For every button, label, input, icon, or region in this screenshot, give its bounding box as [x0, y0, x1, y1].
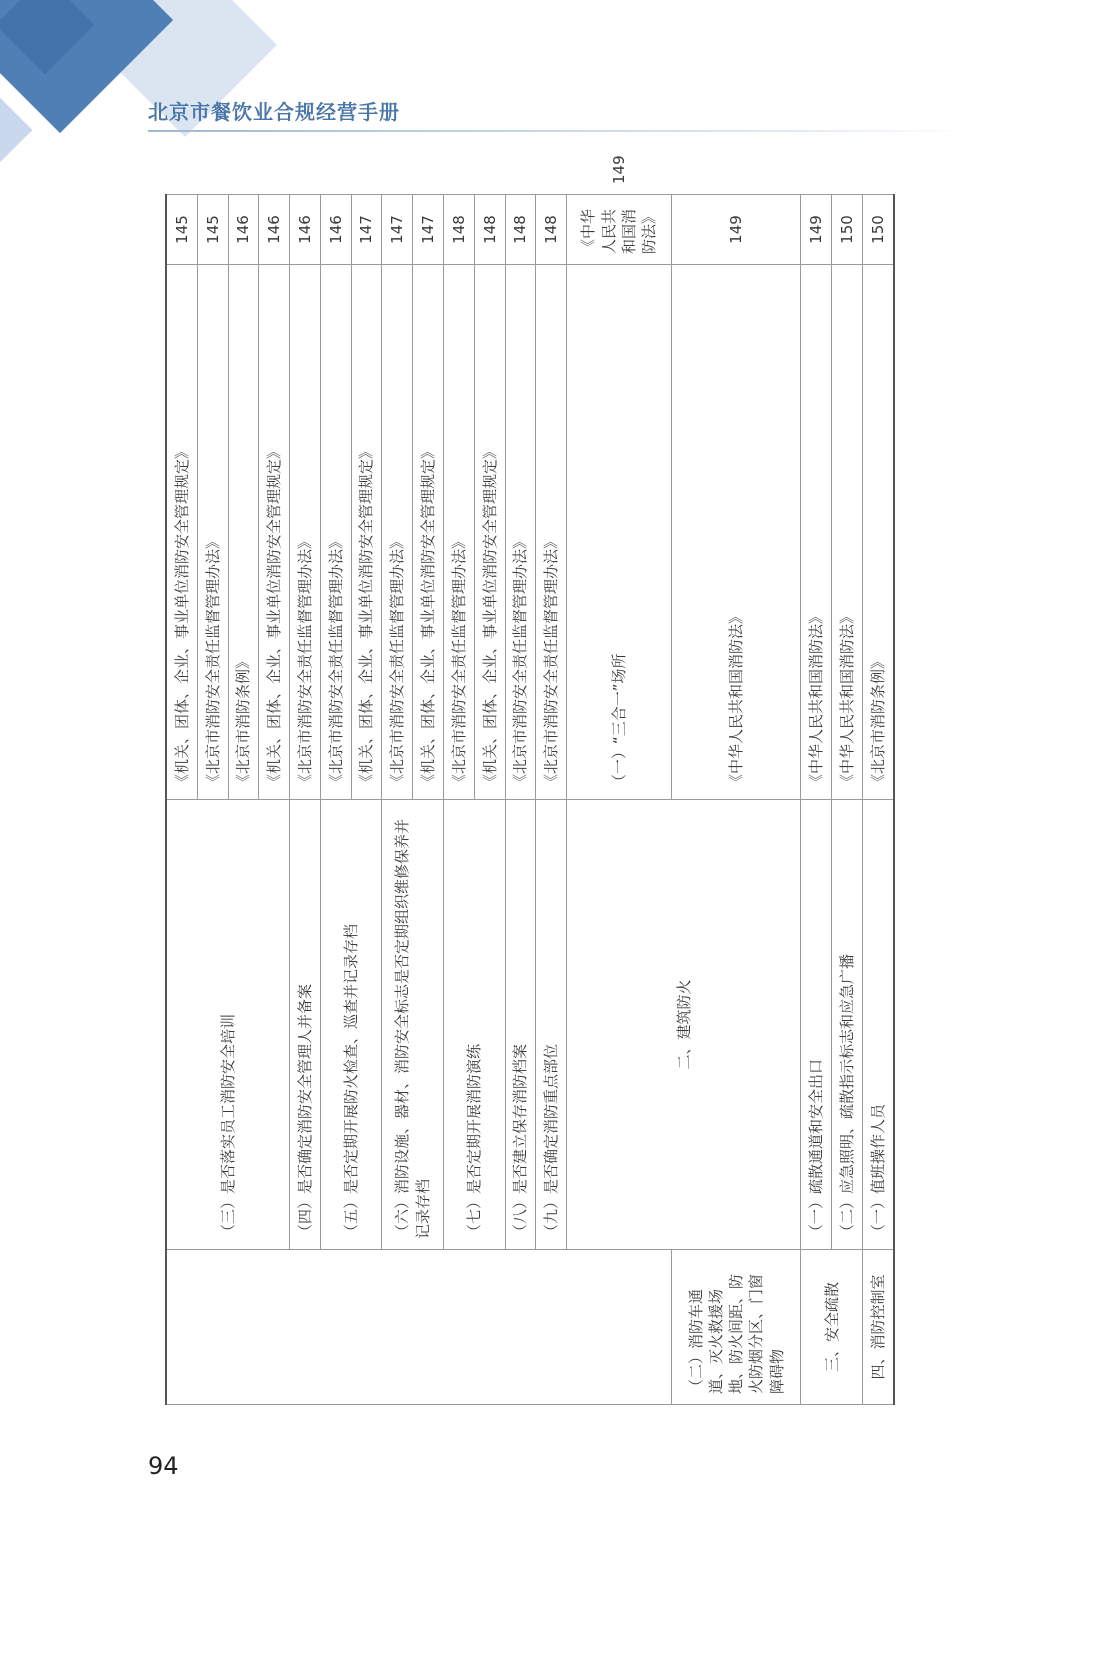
category-cell: 二、建筑防火: [567, 800, 801, 1250]
item-cell: （一）疏散通道和安全出口: [801, 800, 832, 1250]
page-cell: 149: [801, 195, 832, 265]
table-row: 二、建筑防火 （一）“三合一”场所 《中华人民共和国消防法》 149: [567, 195, 672, 1405]
law-cell: 《中华人民共和国消防法》: [671, 265, 801, 800]
item-cell: （七）是否定期开展消防演练: [444, 800, 506, 1250]
table-row: [290, 195, 321, 1405]
page-cell: 148: [505, 195, 536, 265]
regulation-table: [165, 155, 895, 1405]
law-cell: 《北京市消防安全责任监督管理办法》: [444, 265, 475, 800]
law-cell: 《北京市消防安全责任监督管理办法》: [505, 265, 536, 800]
law-cell: 《机关、团体、企业、事业单位消防安全管理规定》: [351, 265, 382, 800]
law-cell: 《机关、团体、企业、事业单位消防安全管理规定》: [413, 265, 444, 800]
page-cell: 150: [862, 195, 894, 265]
law-cell: 《北京市消防安全责任监督管理办法》: [197, 265, 228, 800]
law-cell: 《北京市消防安全责任监督管理办法》: [382, 265, 413, 800]
table-row: [444, 195, 475, 1405]
law-cell: 《北京市消防安全责任监督管理办法》: [536, 265, 567, 800]
table-row: [536, 195, 567, 1405]
page-cell: 150: [832, 195, 863, 265]
table-row: [862, 195, 894, 1405]
category-cell: 四、消防控制室: [862, 1250, 894, 1405]
page-cell: 147: [351, 195, 382, 265]
page-cell: 145: [197, 195, 228, 265]
page-cell: 148: [444, 195, 475, 265]
table-row: [320, 195, 351, 1405]
item-cell: （八）是否建立保存消防档案: [505, 800, 536, 1250]
table-row: [382, 195, 413, 1405]
page-cell: 149: [671, 195, 801, 265]
item-cell: （三）是否落实员工消防安全培训: [166, 800, 290, 1250]
law-cell: 《中华人民共和国消防法》: [832, 265, 863, 800]
law-cell: 《机关、团体、企业、事业单位消防安全管理规定》: [166, 265, 197, 800]
page-cell: 145: [166, 195, 197, 265]
page-number: 94: [148, 1452, 179, 1480]
item-cell: （一）“三合一”场所: [567, 265, 672, 800]
item-cell: （二）消防车通道、灭火救援场地、防火间距、防火防烟分区、门窗障碍物: [671, 1250, 801, 1405]
page-cell: 146: [228, 195, 259, 265]
page-cell: 147: [413, 195, 444, 265]
item-cell: （五）是否定期开展防火检查、巡查并记录存档: [320, 800, 382, 1250]
table-row: [505, 195, 536, 1405]
law-cell: 《机关、团体、企业、事业单位消防安全管理规定》: [259, 265, 290, 800]
law-cell: 《北京市消防条例》: [862, 265, 894, 800]
table-row: [801, 195, 832, 1405]
law-cell: 《北京市消防安全责任监督管理办法》: [290, 265, 321, 800]
law-cell: 《中华人民共和国消防法》: [801, 265, 832, 800]
item-cell: （二）应急照明、疏散指示标志和应急广播: [832, 800, 863, 1250]
item-cell: （一）值班操作人员: [862, 800, 894, 1250]
item-cell: （六）消防设施、器材、消防安全标志是否定期组织维修保养并记录存档: [382, 800, 444, 1250]
page-cell: 147: [382, 195, 413, 265]
law-cell: 《北京市消防安全责任监督管理办法》: [320, 265, 351, 800]
law-cell: 《北京市消防条例》: [228, 265, 259, 800]
page-cell: 146: [290, 195, 321, 265]
table-row: [166, 195, 197, 1405]
page-cell: 148: [474, 195, 505, 265]
header-title: 北京市餐饮业合规经营手册: [148, 100, 400, 124]
category-cell: [166, 1250, 671, 1405]
table-row: [832, 195, 863, 1405]
category-cell: 三、安全疏散: [801, 1250, 863, 1405]
item-cell: （九）是否确定消防重点部位: [536, 800, 567, 1250]
page-cell: 146: [259, 195, 290, 265]
item-cell: （四）是否确定消防安全管理人并备案: [290, 800, 321, 1250]
page-cell: 148: [536, 195, 567, 265]
page-cell: 146: [320, 195, 351, 265]
law-cell: 《机关、团体、企业、事业单位消防安全管理规定》: [474, 265, 505, 800]
header-rule: [148, 130, 968, 132]
law-cell: 《中华人民共和国消防法》: [567, 195, 672, 265]
